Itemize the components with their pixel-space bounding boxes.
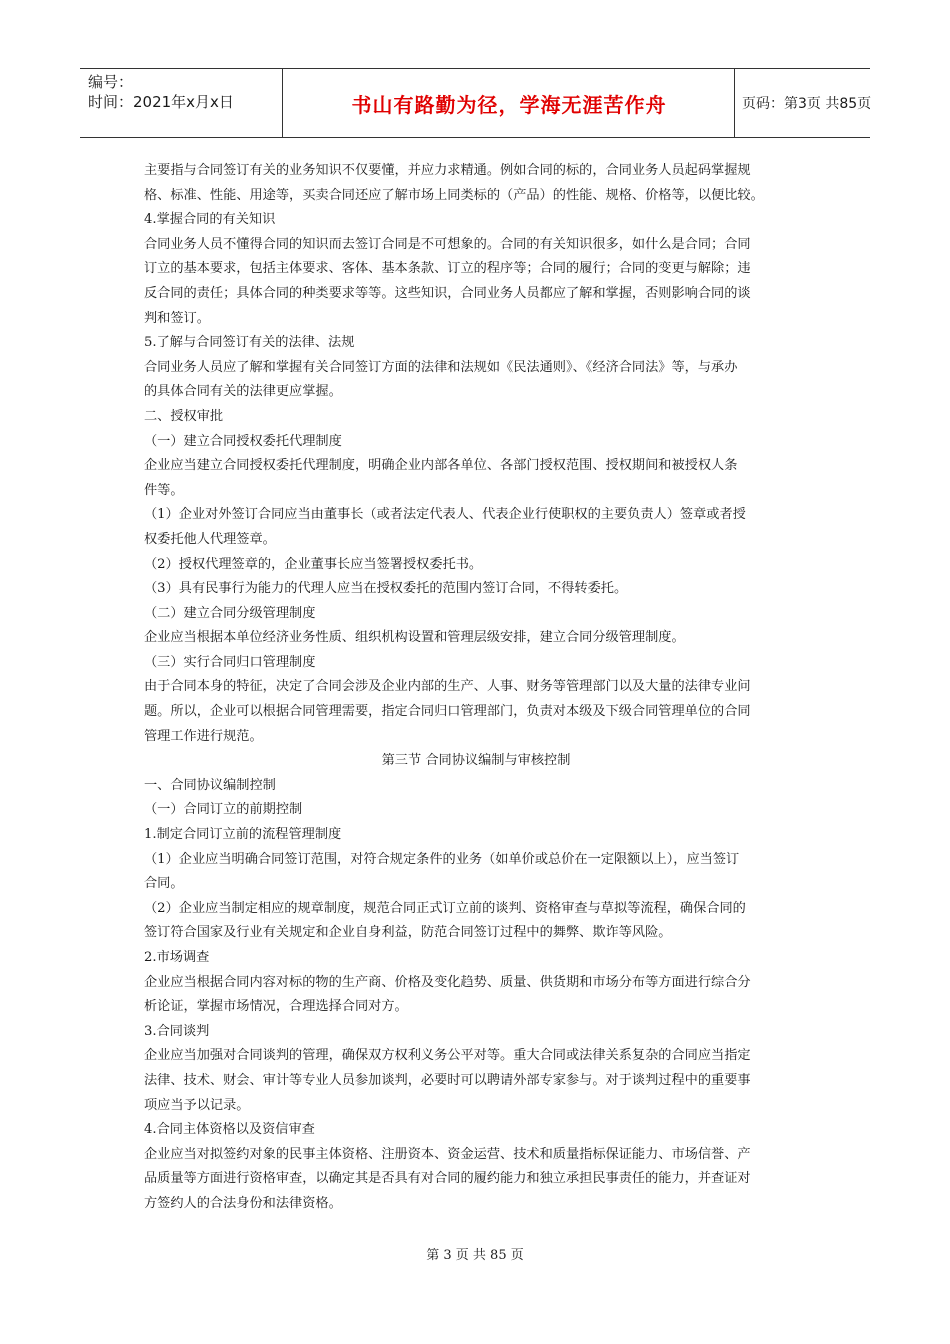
document-number-label: 编号： <box>88 73 134 91</box>
document-header <box>80 68 870 138</box>
body-line: （三）实行合同归口管理制度 <box>144 654 316 670</box>
body-line: 由于合同本身的特征，决定了合同会涉及企业内部的生产、人事、财务等管理部门以及大量的法律专业问 <box>144 679 751 695</box>
body-line: 题。所以，企业可以根据合同管理需要，指定合同归口管理部门，负责对本级及下级合同管理单位的合同 <box>144 704 751 720</box>
body-line: 企业应当根据本单位经济业务性质、组织机构设置和管理层级安排，建立合同分级管理制度。 <box>144 630 685 646</box>
body-line: 企业应当加强对合同谈判的管理，确保双方权利义务公平对等。重大合同或法律关系复杂的合同应当指定 <box>144 1048 751 1064</box>
body-line: 析论证，掌握市场情况，合理选择合同对方。 <box>144 999 408 1015</box>
header-left-cell <box>80 69 283 137</box>
body-line: 法律、技术、财会、审计等专业人员参加谈判，必要时可以聘请外部专家参与。对于谈判过程中的重要事 <box>144 1072 751 1088</box>
body-line: 签订符合国家及行业有关规定和企业自身利益，防范合同签订过程中的舞弊、欺诈等风险。 <box>144 925 672 941</box>
body-line: 主要指与合同签订有关的业务知识不仅要懂，并应力求精通。例如合同的标的，合同业务人员起码掌握规 <box>144 163 751 178</box>
body-line: 品质量等方面进行资格审查，以确定其是否具有对合同的履约能力和独立承担民事责任的能力，并查证对 <box>144 1171 751 1187</box>
body-line: （一）建立合同授权委托代理制度 <box>144 433 342 449</box>
body-line: 1.制定合同订立前的流程管理制度 <box>144 827 342 843</box>
document-date-label: 时间：2021年x月x日 <box>88 93 234 111</box>
body-line: （3）具有民事行为能力的代理人应当在授权委托的范围内签订合同，不得转委托。 <box>144 581 628 597</box>
body-line: （1）企业应当明确合同签订范围，对符合规定条件的业务（如单价或总价在一定限额以上），应当签订 <box>144 851 740 867</box>
body-line: 二、授权审批 <box>144 408 224 424</box>
page-footer: 第 3 页 共 85 页 <box>426 1248 524 1263</box>
body-line: 订立的基本要求，包括主体要求、客体、基本条款、订立的程序等；合同的履行；合同的变更与解除；违 <box>144 261 751 277</box>
body-line: 一、合同协议编制控制 <box>144 777 276 793</box>
body-line: （2）授权代理签章的，企业董事长应当签署授权委托书。 <box>144 556 483 572</box>
body-line: 项应当予以记录。 <box>144 1097 250 1113</box>
body-line: 4.掌握合同的有关知识 <box>144 212 276 228</box>
body-line: 2.市场调查 <box>144 950 210 965</box>
header-right-cell <box>736 69 870 137</box>
body-line: 企业应当根据合同内容对标的物的生产商、价格及变化趋势、质量、供货期和市场分布等方面进行综合分 <box>144 974 751 990</box>
body-line: 合同业务人员不懂得合同的知识而去签订合同是不可想象的。合同的有关知识很多，如什么是合同；合同 <box>144 236 751 252</box>
body-line: 企业应当对拟签约对象的民事主体资格、注册资本、资金运营、技术和质量指标保证能力、市场信誉、产 <box>144 1146 751 1162</box>
body-line: （1）企业对外签订合同应当由董事长（或者法定代表人、代表企业行使职权的主要负责人）签章或者授 <box>144 507 746 523</box>
body-line: 反合同的责任；具体合同的种类要求等等。这些知识，合同业务人员都应了解和掌握，否则影响合同的谈 <box>144 285 751 301</box>
header-motto: 书山有路勤为径，学海无涯苦作舟 <box>351 92 667 117</box>
body-line: 3.合同谈判 <box>144 1023 210 1039</box>
body-line: （2）企业应当制定相应的规章制度，规范合同正式订立前的谈判、资格审查与草拟等流程，确保合同的 <box>144 900 746 916</box>
header-motto-cell <box>284 69 735 137</box>
body-line: 4.合同主体资格以及资信审查 <box>144 1122 315 1138</box>
body-line: （二）建立合同分级管理制度 <box>144 605 316 621</box>
body-line: 件等。 <box>144 482 184 498</box>
header-page-info: 页码：第3页 共85页 <box>742 96 872 112</box>
body-line: 格、标准、性能、用途等，买卖合同还应了解市场上同类标的（产品）的性能、规格、价格等，以便比较。 <box>144 187 764 203</box>
body-line: 管理工作进行规范。 <box>144 728 263 744</box>
body-line: 判和签订。 <box>144 310 210 326</box>
body-line: 合同业务人员应了解和掌握有关合同签订方面的法律和法规如《民法通则》、《经济合同法》等，与承办 <box>144 359 738 375</box>
body-line: 企业应当建立合同授权委托代理制度，明确企业内部各单位、各部门授权范围、授权期间和被授权人条 <box>144 458 738 474</box>
body-line: 方签约人的合法身份和法律资格。 <box>144 1195 342 1211</box>
body-line: （一）合同订立的前期控制 <box>144 802 303 818</box>
body-line: 的具体合同有关的法律更应掌握。 <box>144 384 342 400</box>
body-line: 合同。 <box>144 876 184 892</box>
body-line: 权委托他人代理签章。 <box>144 531 276 547</box>
body-line: 5.了解与合同签订有关的法律、法规 <box>144 335 355 351</box>
document-body <box>144 159 808 1217</box>
section-heading: 第三节 合同协议编制与审核控制 <box>381 753 571 769</box>
